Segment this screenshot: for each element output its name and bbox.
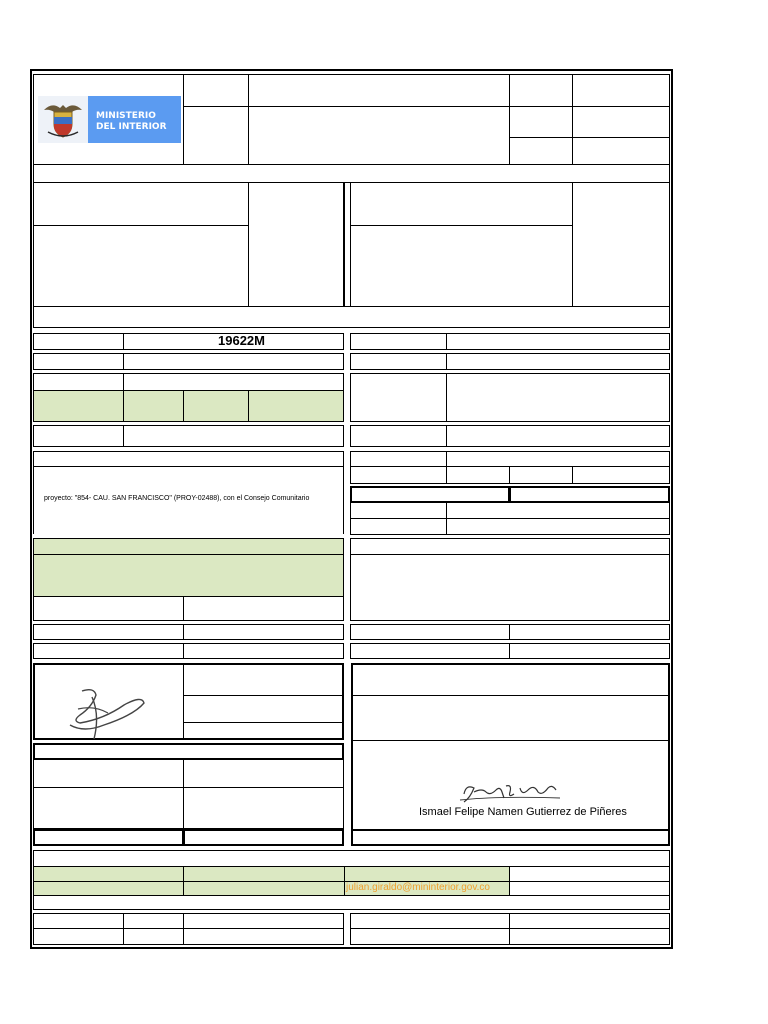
project-description: proyecto: "854- CAU. SAN FRANCISCO" (PROY-02488), con el Consejo Comunitario [44, 495, 310, 502]
row-b-left-value [183, 643, 344, 659]
bottom-row-2d [509, 881, 670, 896]
header-version-value [572, 106, 670, 138]
right-row-5-label [350, 451, 447, 467]
info-divider [344, 182, 351, 307]
right-row-6-a [350, 466, 447, 484]
info-left-side [248, 182, 344, 307]
left-row-3-value [123, 373, 344, 391]
sig-left-b-cell-1 [33, 759, 184, 788]
sig-left-cell-4 [183, 722, 344, 740]
footer-cell-7 [123, 928, 184, 945]
sig-right-row-1 [351, 695, 670, 741]
right-row-1-label [350, 333, 447, 350]
info-right-side [572, 182, 670, 307]
info-right-bottom [350, 225, 573, 307]
ministry-logo-text [88, 96, 181, 143]
right-row-6-c [509, 466, 573, 484]
sig-left-b-cell-4 [183, 787, 344, 829]
info-left-top [33, 182, 249, 226]
radicado-label-cell [33, 333, 124, 350]
green-header-bar [33, 538, 344, 555]
footer-cell-9 [350, 928, 510, 945]
header-date-value [572, 137, 670, 165]
header-code-label [509, 74, 573, 107]
bottom-green-2c [344, 881, 510, 896]
green-cell-2 [123, 390, 184, 422]
footer-cell-8 [183, 928, 344, 945]
bottom-green-1b [183, 866, 345, 882]
row-a-right-label [350, 624, 510, 640]
section-bar-1 [33, 164, 670, 183]
contact-email: julian.giraldo@mininterior.gov.co [346, 882, 490, 893]
header-code-value [572, 74, 670, 107]
project-header-cell [33, 451, 344, 467]
sig-left-b-header [33, 743, 344, 760]
header-subtitle-cell [248, 106, 510, 165]
logo-text-line2: DEL INTERIOR [96, 122, 167, 132]
mid-left-value [183, 596, 344, 621]
signer-name: Ismael Felipe Namen Gutierrez de Piñeres [419, 806, 627, 818]
logo-text-line1: MINISTERIO [96, 111, 156, 121]
right-row-3-label [350, 373, 447, 422]
bottom-green-2b [183, 881, 345, 896]
green-cell-1 [33, 390, 124, 422]
green-cell-3 [183, 390, 249, 422]
footer-cell-10 [509, 928, 670, 945]
header-cell-a1 [183, 74, 249, 107]
mid-right-content [350, 554, 670, 621]
right-row-2-value [446, 353, 670, 370]
row-a-left-value [183, 624, 344, 640]
project-text-cell [33, 466, 344, 534]
right-row-2-label [350, 353, 447, 370]
bottom-green-1c [344, 866, 510, 882]
green-content-area [33, 554, 344, 597]
bottom-section-bar [33, 850, 670, 867]
right-row-4-value [446, 425, 670, 447]
coat-of-arms-icon [38, 96, 88, 143]
right-row-8-label [350, 502, 447, 519]
row-a-right-value [509, 624, 670, 640]
right-row-4-label [350, 425, 447, 447]
sig-right-footer [351, 829, 670, 846]
bottom-section-bar-2 [33, 895, 670, 910]
footer-cell-5 [509, 913, 670, 929]
left-row-2-label [33, 353, 124, 370]
handwritten-signature-right [456, 780, 566, 806]
sig-left-b-cell-2 [183, 759, 344, 788]
header-version-label [509, 106, 573, 138]
row-a-left-label [33, 624, 184, 640]
sig-left-cell-3 [183, 695, 344, 723]
footer-cell-4 [350, 913, 510, 929]
radicado-value-cell [123, 333, 344, 350]
left-row-5-label [33, 425, 124, 447]
right-row-9-label [350, 518, 447, 535]
row-b-right-label [350, 643, 510, 659]
info-right-top [350, 182, 573, 226]
right-row-6-b [446, 466, 510, 484]
green-cell-4 [248, 390, 344, 422]
sig-left-b-cell-5 [33, 829, 184, 846]
right-row-5-value [446, 451, 670, 467]
footer-cell-3 [183, 913, 344, 929]
section-bar-2 [33, 306, 670, 328]
right-row-8-value [446, 502, 670, 519]
handwritten-signature-left [64, 685, 154, 743]
radicado-number: 19622M [218, 333, 265, 348]
bottom-green-1a [33, 866, 184, 882]
header-cell-a2 [183, 106, 249, 165]
sig-left-b-cell-3 [33, 787, 184, 829]
sig-left-cell-2 [183, 663, 344, 696]
right-row-1-value [446, 333, 670, 350]
right-row-7-label [350, 486, 510, 503]
footer-cell-2 [123, 913, 184, 929]
signature-box-right [351, 663, 670, 846]
bottom-row-1d [509, 866, 670, 882]
sig-left-b-cell-6 [183, 829, 344, 846]
left-row-3-label [33, 373, 124, 391]
footer-cell-1 [33, 913, 124, 929]
header-title-cell [248, 74, 510, 107]
left-row-5-value [123, 425, 344, 447]
right-row-9-value [446, 518, 670, 535]
ministry-logo [38, 96, 181, 143]
left-row-2-value [123, 353, 344, 370]
mid-left-label [33, 596, 184, 621]
info-left-bottom [33, 225, 249, 307]
bottom-green-2a [33, 881, 184, 896]
row-b-right-value [509, 643, 670, 659]
mid-right-header [350, 538, 670, 555]
header-date-label [509, 137, 573, 165]
right-row-7-value [509, 486, 670, 503]
right-row-6-d [572, 466, 670, 484]
footer-cell-6 [33, 928, 124, 945]
row-b-left-label [33, 643, 184, 659]
right-row-3-value [446, 373, 670, 422]
